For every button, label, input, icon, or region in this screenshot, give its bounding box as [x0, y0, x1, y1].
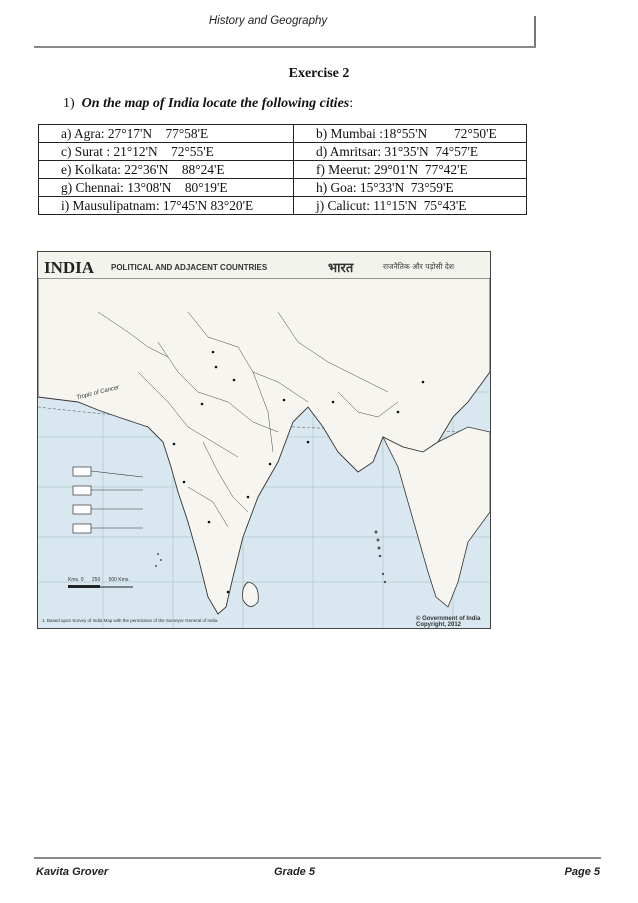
footer-page: Page 5	[564, 866, 600, 878]
header-rule	[34, 46, 536, 48]
question	[63, 96, 353, 112]
table-row	[39, 161, 527, 179]
exercise-title: Exercise 2	[288, 66, 350, 81]
city-cell: d) Amritsar: 31°35'N 74°57'E	[294, 143, 527, 161]
question-text: On the map of India locate the following cities	[81, 96, 350, 111]
city-cell: c) Surat : 21°12'N 72°55'E	[39, 143, 294, 161]
tropic-label: Tropic of Cancer	[75, 384, 120, 402]
footer-grade: Grade 5	[274, 866, 315, 878]
city-cell: j) Calicut: 11°15'N 75°43'E	[294, 197, 527, 215]
map-hindi-title: भारत	[328, 261, 354, 276]
india-political-map	[37, 251, 491, 629]
footer-author: Kavita Grover	[36, 866, 109, 878]
table-row	[39, 143, 527, 161]
map-hindi-subtitle: राजनैतिक और पड़ोसी देश	[383, 262, 454, 271]
header-divider	[534, 16, 536, 46]
map-drawing	[38, 252, 490, 628]
city-cell: b) Mumbai :18°55'N 72°50'E	[294, 125, 527, 143]
city-cell: i) Mausulipatnam: 17°45'N 83°20'E	[39, 197, 294, 215]
city-cell: h) Goa: 15°33'N 73°59'E	[294, 179, 527, 197]
map-subtitle: POLITICAL AND ADJACENT COUNTRIES	[111, 263, 268, 272]
header-title: History and Geography	[208, 15, 328, 27]
city-cell: f) Meerut: 29°01'N 77°42'E	[294, 161, 527, 179]
map-title: INDIA	[44, 258, 95, 277]
city-cell: e) Kolkata: 22°36'N 88°24'E	[39, 161, 294, 179]
city-cell: a) Agra: 27°17'N 77°58'E	[39, 125, 294, 143]
city-cell: g) Chennai: 13°08'N 80°19'E	[39, 179, 294, 197]
footer-rule	[34, 857, 601, 859]
table-row	[39, 197, 527, 215]
table-row	[39, 125, 527, 143]
table-row	[39, 179, 527, 197]
question-suffix: :	[349, 96, 354, 111]
map-credit: 1. Based upon Survey of India Map with the permission of the Surveyor General of India.	[42, 618, 219, 623]
question-number: 1)	[63, 96, 75, 111]
map-copyright: © Government of India Copyright, 2012	[416, 616, 481, 628]
cities-table	[38, 124, 527, 215]
scale-label: Kms. 0 250 500 Kms.	[68, 577, 130, 583]
